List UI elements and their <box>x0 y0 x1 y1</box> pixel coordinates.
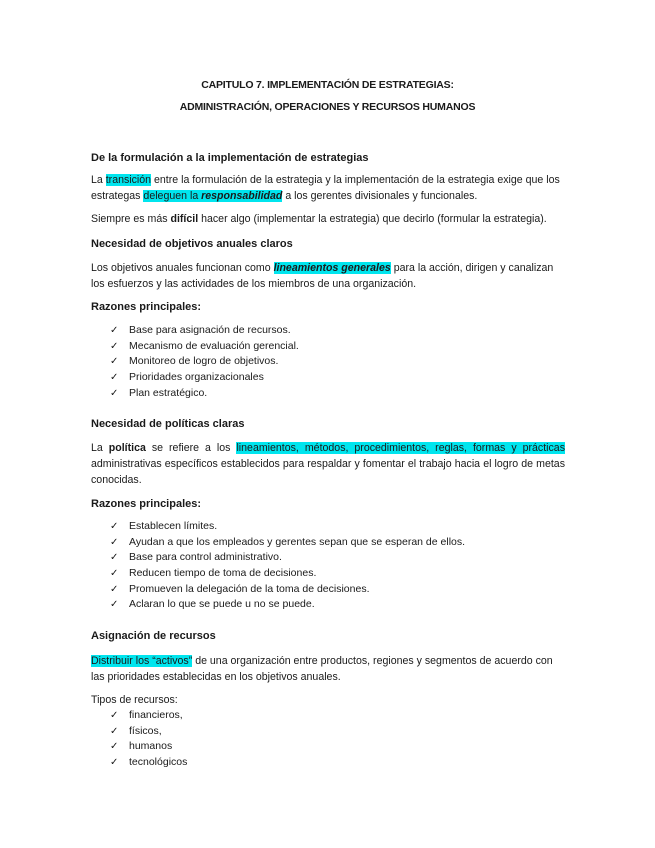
paragraph-difficulty: Siempre es más difícil hacer algo (implementar la estrategia) que decirlo (formular la estrategia). <box>91 213 547 225</box>
list-item: ✓ tecnológicos <box>110 755 187 771</box>
check-icon: ✓ <box>110 710 119 721</box>
list-item: ✓ Aclaran lo que se puede u no se puede. <box>110 597 465 613</box>
check-icon: ✓ <box>110 536 119 548</box>
list-item: ✓ Base para control administrativo. <box>110 550 465 566</box>
check-icon: ✓ <box>110 552 119 564</box>
list-item: ✓ Reducen tiempo de toma de decisiones. <box>110 566 465 582</box>
highlight-delegate: deleguen la <box>143 190 202 202</box>
bold-policy: política <box>108 442 146 454</box>
section-heading-formulation: De la formulación a la implementación de estrategias <box>91 152 369 164</box>
chapter-title: CAPITULO 7. IMPLEMENTACIÓN DE ESTRATEGIAS: <box>201 79 454 91</box>
paragraph-transition: La transición entre la formulación de la estrategia y la implementación de la estrategia exige que los estrategas deleguen la responsabilidad a los gerentes divisionales y funcionales. <box>91 174 560 202</box>
reasons-heading-objectives: Razones principales: <box>91 301 202 313</box>
resource-types-label: Tipos de recursos: <box>91 694 178 706</box>
list-item: ✓ Plan estratégico. <box>110 386 299 402</box>
list-item: ✓ Mecanismo de evaluación gerencial. <box>110 339 299 355</box>
check-icon: ✓ <box>110 356 119 368</box>
list-item: ✓ Promueven la delegación de la toma de decisiones. <box>110 582 465 598</box>
check-icon: ✓ <box>110 757 119 769</box>
list-item: ✓ Establecen límites. <box>110 519 465 535</box>
check-icon: ✓ <box>110 387 119 399</box>
list-item: ✓ Base para asignación de recursos. <box>110 323 299 339</box>
check-icon: ✓ <box>110 599 119 611</box>
check-icon: ✓ <box>110 325 119 336</box>
check-icon: ✓ <box>110 372 119 384</box>
list-item: ✓ humanos <box>110 739 187 755</box>
list-item: ✓ financieros, <box>110 708 187 724</box>
paragraph-resources: Distribuir los “activos” de una organización entre productos, regiones y segmentos de acuerdo con las prioridades establecidas en los objetivos anuales. <box>91 655 553 683</box>
list-item: ✓ Monitoreo de logro de objetivos. <box>110 354 299 370</box>
check-icon: ✓ <box>110 521 119 532</box>
bold-difficult: difícil <box>170 213 199 225</box>
resource-types-list <box>110 708 187 771</box>
check-icon: ✓ <box>110 568 119 580</box>
reasons-heading-policies: Razones principales: <box>91 498 202 510</box>
check-icon: ✓ <box>110 741 119 753</box>
chapter-subtitle: ADMINISTRACIÓN, OPERACIONES Y RECURSOS HUMANOS <box>179 101 476 113</box>
highlight-distribute-assets: Distribuir los “activos” <box>91 655 193 667</box>
section-heading-objectives: Necesidad de objetivos anuales claros <box>91 238 293 250</box>
section-heading-resources: Asignación de recursos <box>91 630 216 642</box>
objectives-reasons-list <box>110 323 299 401</box>
highlight-guidelines-methods: lineamientos, métodos, procedimientos, reglas, formas y prácticas <box>236 442 565 454</box>
paragraph-objectives: Los objetivos anuales funcionan como lineamientos generales para la acción, dirigen y canalizan los esfuerzos y las actividades de los miembros de una organización. <box>91 262 554 290</box>
check-icon: ✓ <box>110 340 119 352</box>
highlight-responsibility: responsabilidad <box>201 190 283 202</box>
policies-reasons-list <box>110 519 465 613</box>
check-icon: ✓ <box>110 725 119 737</box>
paragraph-policy: La política se refiere a los lineamientos, métodos, procedimientos, reglas, formas y prácticas administrativas específicos establecidos para respaldar y fomentar el trabajo hacia el logro de metas conocidas. <box>91 442 565 486</box>
highlight-general-guidelines: lineamientos generales <box>273 262 391 274</box>
highlight-transition: transición <box>105 174 152 186</box>
list-item: ✓ físicos, <box>110 724 187 740</box>
check-icon: ✓ <box>110 583 119 595</box>
list-item: ✓ Prioridades organizacionales <box>110 370 299 386</box>
list-item: ✓ Ayudan a que los empleados y gerentes sepan que se esperan de ellos. <box>110 535 465 551</box>
section-heading-policies: Necesidad de políticas claras <box>91 418 245 430</box>
